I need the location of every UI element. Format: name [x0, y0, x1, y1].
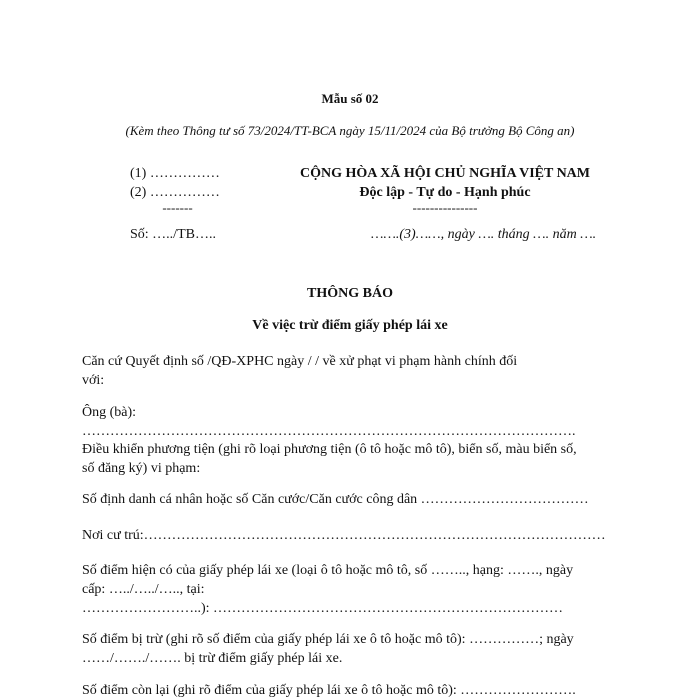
- paragraph-line: cấp: …../…../….., tại:: [82, 582, 205, 597]
- paragraph-line: với:: [82, 373, 105, 388]
- paragraph-line: ……/……./……. bị trừ điểm giấy phép lái xe.: [82, 651, 343, 666]
- paragraph-line: Số điểm hiện có của giấy phép lái xe (loại ô tô hoặc mô tô, số …….., hạng: ……., ngày: [82, 563, 574, 578]
- paragraph-line: Số điểm bị trừ (ghi rõ số điểm của giấy phép lái xe ô tô hoặc mô tô): ……………; ngày: [82, 632, 574, 647]
- paragraph-vehicle: [82, 440, 616, 478]
- paragraph-person-name: [82, 403, 616, 441]
- paragraph-line: ……………………..): …………………………………………………………………: [82, 601, 564, 616]
- issuing-org-line-2: (2) ……………: [130, 185, 220, 200]
- paragraph-line: Số điểm còn lại (ghi rõ điểm của giấy phép lái xe ô tô hoặc mô tô): …………………….: [82, 683, 576, 698]
- paragraph-line: Số định danh cá nhân hoặc số Căn cước/Căn cước công dân ………………………………: [82, 492, 589, 507]
- paragraph-line: Nơi cư trú:………………………………………………………………………………………: [82, 528, 606, 543]
- notice-subject: Về việc trừ điểm giấy phép lái xe: [252, 318, 448, 333]
- org-divider: -------: [162, 200, 193, 215]
- paragraph-line: Căn cứ Quyết định số /QĐ-XPHC ngày / / về xử phạt vi phạm hành chính đối: [82, 354, 518, 369]
- national-motto: Độc lập - Tự do - Hạnh phúc: [359, 185, 531, 200]
- paragraph-line: Điều khiển phương tiện (ghi rõ loại phương tiện (ô tô hoặc mô tô), biển số, màu biển số,: [82, 442, 577, 457]
- paragraph-current-points: [82, 561, 616, 618]
- paragraph-remaining-points: [82, 681, 616, 700]
- paragraph-personal-id: [82, 490, 616, 509]
- paragraph-line: Ông (bà): …………………………………………………………………………………………….: [82, 405, 576, 439]
- paragraph-residence: [82, 526, 616, 545]
- paragraph-deducted-points: [82, 630, 616, 668]
- paragraph-line: số đăng ký) vi phạm:: [82, 461, 201, 476]
- paragraph-decision-basis: [82, 352, 616, 390]
- issuing-org-line-1: (1) ……………: [130, 166, 220, 181]
- notice-title: THÔNG BÁO: [307, 286, 393, 301]
- place-and-date: …….(3)……, ngày …. tháng …. năm ….: [371, 227, 597, 242]
- attached-note: (Kèm theo Thông tư số 73/2024/TT-BCA ngày 15/11/2024 của Bộ trưởng Bộ Công an): [125, 123, 575, 138]
- document-number: Số: …../TB…..: [130, 227, 216, 242]
- country-name: CỘNG HÒA XÃ HỘI CHỦ NGHĨA VIỆT NAM: [299, 166, 590, 181]
- form-number: Mẫu số 02: [321, 91, 379, 106]
- motto-divider: ---------------: [412, 200, 478, 215]
